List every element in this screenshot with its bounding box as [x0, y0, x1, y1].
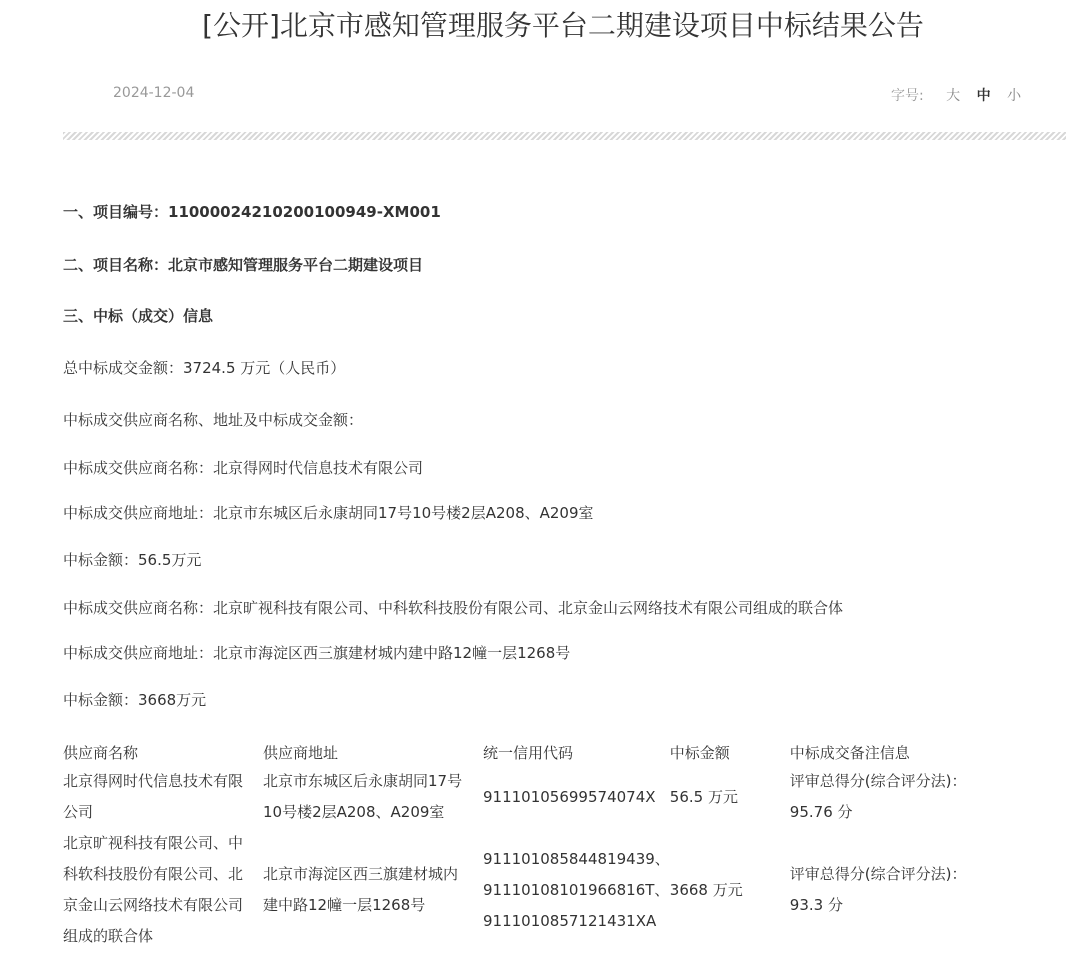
supplier-2-address: 中标成交供应商地址：北京市海淀区西三旗建材城内建中路12幢一层1268号	[63, 644, 571, 662]
font-size-small-button[interactable]: 小	[1007, 88, 1022, 104]
cell-remarks: 评审总得分(综合评分法)： 93.3 分	[789, 865, 967, 914]
header-credit-code: 统一信用代码	[483, 744, 574, 762]
header-supplier-address: 供应商地址	[263, 744, 339, 762]
cell-supplier-address: 北京市海淀区西三旗建材城内 建中路12幢一层1268号	[263, 865, 459, 914]
supplier-1-address: 中标成交供应商地址：北京市东城区后永康胡同17号10号楼2层A208、A209室	[63, 504, 594, 522]
header-award-amount: 中标金额	[669, 744, 730, 762]
award-result-table	[63, 740, 990, 952]
cell-supplier-name: 北京得网时代信息技术有限 公司	[63, 772, 244, 821]
hatched-divider	[63, 132, 1066, 140]
supplier-1-amount: 中标金额：56.5万元	[63, 551, 202, 569]
cell-remarks: 评审总得分(综合评分法)： 95.76 分	[789, 772, 967, 821]
supplier-1-name: 中标成交供应商名称：北京得网时代信息技术有限公司	[63, 459, 424, 477]
cell-award-amount: 56.5 万元	[669, 787, 738, 806]
article-meta	[0, 85, 1066, 105]
section-project-name: 二、项目名称：北京市感知管理服务平台二期建设项目	[63, 256, 424, 274]
cell-award-amount: 3668 万元	[669, 880, 743, 899]
cell-supplier-address: 北京市东城区后永康胡同17号 10号楼2层A208、A209室	[263, 772, 463, 821]
supplier-2-name: 中标成交供应商名称：北京旷视科技有限公司、中科软科技股份有限公司、北京金山云网络技术有限公司组成的联合体	[63, 599, 844, 617]
table-row	[63, 828, 990, 952]
total-award-amount: 总中标成交金额：3724.5 万元（人民币）	[63, 359, 346, 377]
header-supplier-name: 供应商名称	[63, 744, 139, 762]
supplier-intro: 中标成交供应商名称、地址及中标成交金额：	[63, 411, 364, 429]
font-size-switcher	[891, 85, 1021, 105]
font-size-label: 字号:	[891, 88, 924, 104]
cell-credit-code: 911101085844819439、 91110108101966816T、 9111010857121431XA	[483, 849, 670, 930]
font-size-large-button[interactable]: 大	[946, 88, 961, 104]
section-award-info: 三、中标（成交）信息	[63, 307, 214, 325]
font-size-medium-button[interactable]: 中	[976, 88, 991, 104]
table-row	[63, 766, 990, 828]
table-header-row	[63, 740, 990, 766]
cell-credit-code: 91110105699574074X	[483, 787, 656, 806]
cell-supplier-name: 北京旷视科技有限公司、中 科软科技股份有限公司、北 京金山云网络技术有限公司 组成的联合体	[63, 834, 244, 945]
supplier-2-amount: 中标金额：3668万元	[63, 691, 207, 709]
page-title: [公开]北京市感知管理服务平台二期建设项目中标结果公告	[202, 9, 924, 42]
publish-date: 2024-12-04	[113, 85, 195, 101]
section-project-number: 一、项目编号：11000024210200100949-XM001	[63, 203, 441, 221]
header-remarks: 中标成交备注信息	[789, 744, 910, 762]
